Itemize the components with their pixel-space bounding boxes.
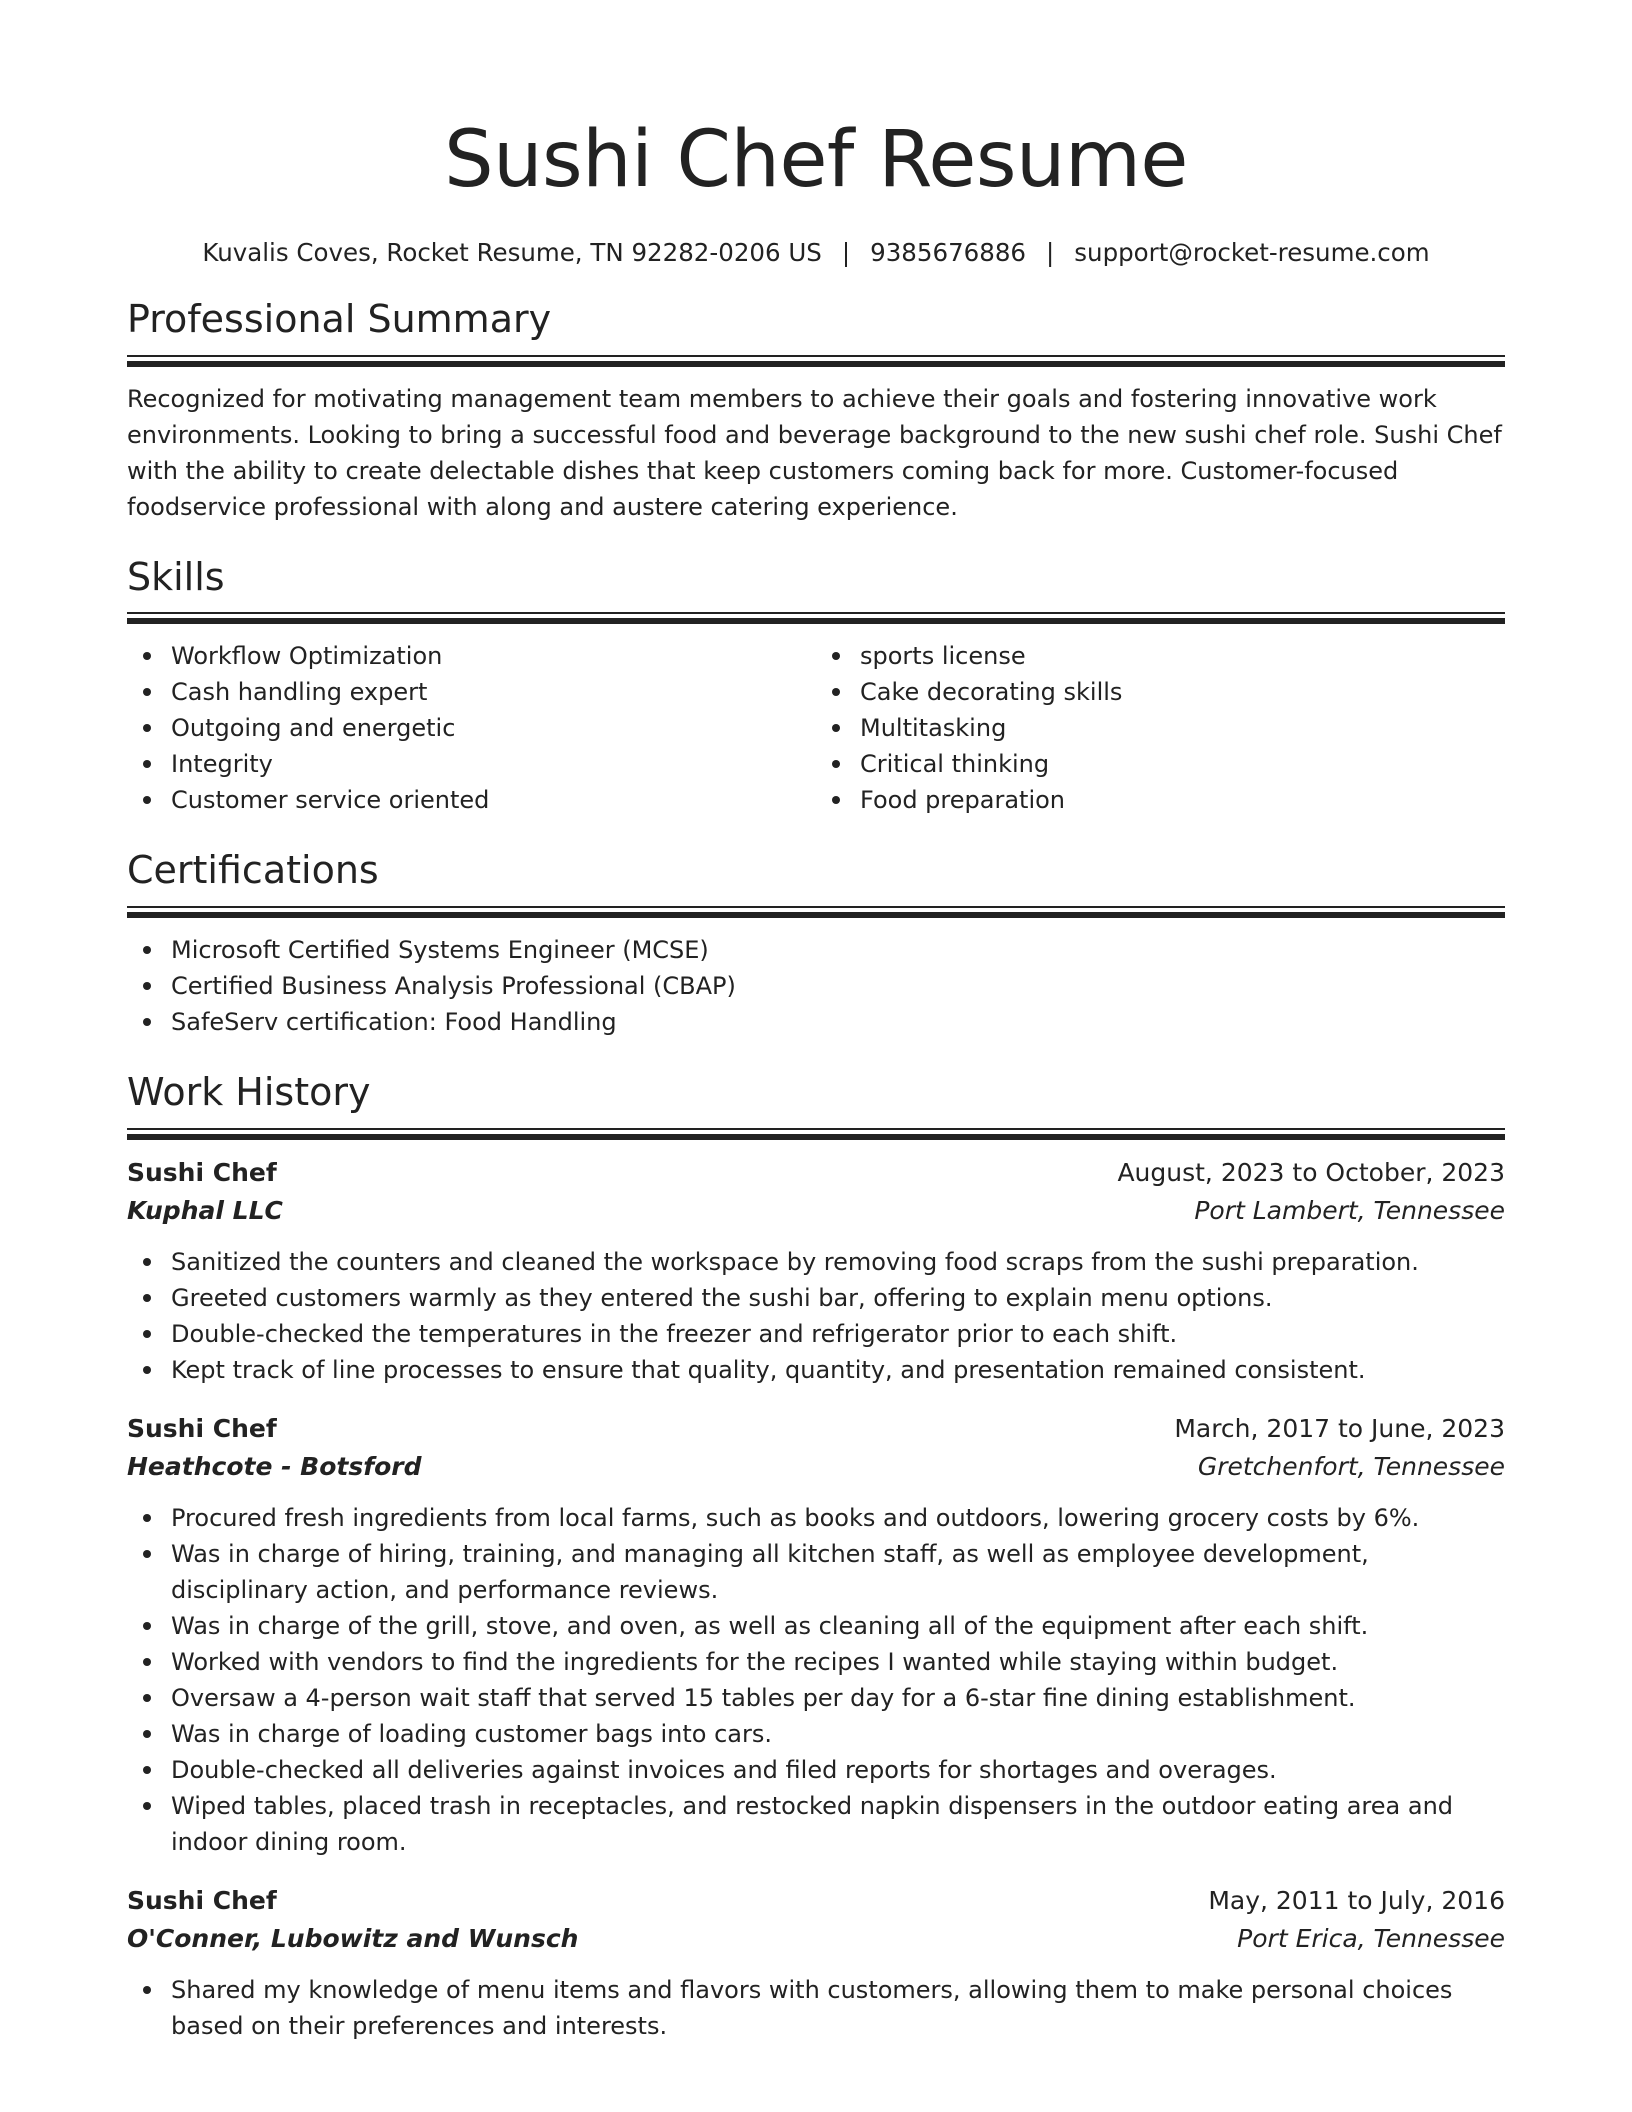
skill-item: Workflow Optimization	[171, 638, 816, 674]
certifications-section	[127, 848, 1505, 1040]
skills-section	[127, 555, 1505, 819]
job-bullets	[127, 1500, 1505, 1860]
certification-item: Certified Business Analysis Professional (CBAP)	[171, 968, 1505, 1004]
job-company-row	[127, 1920, 1505, 1958]
skills-heading: Skills	[127, 554, 225, 599]
job-location: Port Lambert, Tennessee	[1194, 1195, 1505, 1225]
job-bullets	[127, 1972, 1505, 2044]
jobs-list	[127, 1154, 1505, 2044]
skill-item: Critical thinking	[860, 746, 1505, 782]
contact-separator: |	[1046, 237, 1055, 267]
job-dates: August, 2023 to October, 2023	[1117, 1157, 1505, 1187]
job-bullets	[127, 1244, 1505, 1388]
job-bullet: Was in charge of hiring, training, and managing all kitchen staff, as well as employee development, disciplinary action, and performance reviews.	[171, 1536, 1505, 1608]
job-company: O'Conner, Lubowitz and Wunsch	[127, 1923, 579, 1953]
skill-item: Multitasking	[860, 710, 1505, 746]
certification-item: SafeServ certification: Food Handling	[171, 1004, 1505, 1040]
job-bullet: Procured fresh ingredients from local farms, such as books and outdoors, lowering grocery costs by 6%.	[171, 1500, 1505, 1536]
section-divider	[127, 906, 1505, 918]
skills-grid	[127, 638, 1505, 818]
skill-item: Cash handling expert	[171, 674, 816, 710]
job-bullet: Double-checked the temperatures in the freezer and refrigerator prior to each shift.	[171, 1316, 1505, 1352]
contact-separator: |	[841, 237, 851, 267]
job-bullet: Sanitized the counters and cleaned the workspace by removing food scraps from the sushi preparation.	[171, 1244, 1505, 1280]
skill-item: Food preparation	[860, 782, 1505, 818]
job-title: Sushi Chef	[127, 1157, 277, 1187]
job-location: Port Erica, Tennessee	[1237, 1923, 1505, 1953]
section-divider	[127, 612, 1505, 624]
job-company: Kuphal LLC	[127, 1195, 283, 1225]
skill-item: sports license	[860, 638, 1505, 674]
job-entry	[127, 1882, 1505, 2044]
summary-section	[127, 297, 1505, 525]
resume-title: Sushi Chef Resume	[444, 115, 1188, 205]
certifications-heading: Certifications	[127, 848, 379, 893]
job-location: Gretchenfort, Tennessee	[1197, 1451, 1505, 1481]
summary-heading: Professional Summary	[127, 297, 552, 342]
skill-item: Customer service oriented	[171, 782, 816, 818]
job-title: Sushi Chef	[127, 1885, 277, 1915]
skill-item: Cake decorating skills	[860, 674, 1505, 710]
contact-address: Kuvalis Coves, Rocket Resume, TN 92282-0206 US	[202, 237, 822, 267]
job-bullet: Was in charge of loading customer bags into cars.	[171, 1716, 1505, 1752]
skill-item: Outgoing and energetic	[171, 710, 816, 746]
summary-text: Recognized for motivating management team members to achieve their goals and fostering innovative work environments. Looking to bring a successful food and beverage background to the new sushi chef role. Sushi Chef with the ability to create delectable dishes that keep customers coming back for more. Customer-focused foodservice professional with along and austere catering experience.	[127, 384, 1502, 521]
job-bullet: Oversaw a 4-person wait staff that served 15 tables per day for a 6-star fine dining establishment.	[171, 1680, 1505, 1716]
skills-list-right	[816, 638, 1505, 818]
job-bullet: Shared my knowledge of menu items and flavors with customers, allowing them to make personal choices based on their preferences and interests.	[171, 1972, 1505, 2044]
job-company-row	[127, 1448, 1505, 1486]
job-company-row	[127, 1192, 1505, 1230]
job-dates: May, 2011 to July, 2016	[1208, 1885, 1505, 1915]
job-entry	[127, 1154, 1505, 1388]
job-title: Sushi Chef	[127, 1413, 277, 1443]
job-header-row	[127, 1154, 1505, 1192]
skill-item: Integrity	[171, 746, 816, 782]
certification-item: Microsoft Certified Systems Engineer (MCSE)	[171, 932, 1505, 968]
job-entry	[127, 1410, 1505, 1860]
certifications-list	[127, 932, 1505, 1040]
job-dates: March, 2017 to June, 2023	[1174, 1413, 1505, 1443]
contact-email: support@rocket-resume.com	[1074, 237, 1430, 267]
work-history-heading: Work History	[127, 1070, 371, 1115]
job-bullet: Was in charge of the grill, stove, and oven, as well as cleaning all of the equipment after each shift.	[171, 1608, 1505, 1644]
job-bullet: Wiped tables, placed trash in receptacles, and restocked napkin dispensers in the outdoor eating area and indoor dining room.	[171, 1788, 1505, 1860]
skills-list-left	[127, 638, 816, 818]
work-history-section	[127, 1070, 1505, 2044]
contact-phone: 9385676886	[870, 237, 1027, 267]
section-divider	[127, 355, 1505, 367]
job-company: Heathcote - Botsford	[127, 1451, 422, 1481]
job-bullet: Worked with vendors to find the ingredients for the recipes I wanted while staying within budget.	[171, 1644, 1505, 1680]
section-divider	[127, 1128, 1505, 1140]
job-bullet: Double-checked all deliveries against invoices and filed reports for shortages and overages.	[171, 1752, 1505, 1788]
job-bullet: Greeted customers warmly as they entered the sushi bar, offering to explain menu options.	[171, 1280, 1505, 1316]
job-header-row	[127, 1410, 1505, 1448]
job-header-row	[127, 1882, 1505, 1920]
job-bullet: Kept track of line processes to ensure that quality, quantity, and presentation remained consistent.	[171, 1352, 1505, 1388]
contact-line	[127, 238, 1505, 267]
